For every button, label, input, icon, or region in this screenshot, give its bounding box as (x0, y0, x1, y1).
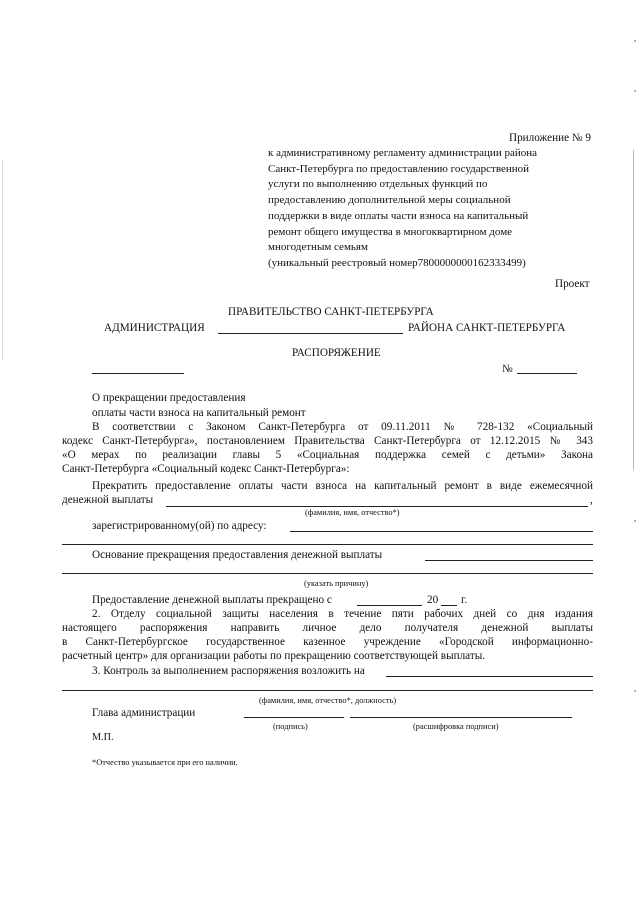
preamble-line: «О мерах по реализации главы 5 «Социальная поддержка семей с детьми» Закона (62, 449, 593, 461)
hint-name: (фамилия, имя, отчество*) (305, 508, 400, 517)
scan-speck (634, 40, 636, 42)
government-title: ПРАВИТЕЛЬСТВО САНКТ-ПЕТЕРБУРГА (228, 306, 434, 318)
hint-reason: (указать причину) (304, 579, 369, 588)
administration-prefix: АДМИНИСТРАЦИЯ (104, 322, 205, 334)
responsible-blank-2[interactable] (62, 690, 593, 691)
item2-line: настоящего распоряжения направить личное дело получателя денежной выплаты (62, 622, 593, 634)
annex-line: (уникальный реестровый номер7800000000162333499) (268, 256, 526, 269)
item2-line: в Санкт-Петербургское государственное казенное учреждение «Городской информационно- (62, 636, 593, 648)
stopped-suffix: г. (461, 594, 468, 606)
number-sign: № (502, 363, 513, 375)
item1-comma: , (590, 494, 593, 506)
annex-title: Приложение № 9 (509, 132, 591, 144)
item2-line: расчетный центр» для организации работы по прекращению соответствующей выплаты. (62, 650, 486, 662)
address-blank-2[interactable] (62, 544, 593, 545)
signature-blank[interactable] (244, 717, 344, 718)
seal-label: М.П. (92, 732, 114, 743)
responsible-blank[interactable] (386, 676, 593, 677)
annex-line: предоставлению дополнительной меры социальной (268, 194, 511, 207)
preamble-line: Санкт-Петербурга «Социальный кодекс Санкт-Петербурга»: (62, 463, 350, 475)
annex-line: ремонт общего имущества в многоквартирном доме (268, 225, 513, 238)
item1-line: Прекратить предоставление оплаты части взноса на капитальный ремонт в виде ежемесячной (92, 480, 593, 492)
stopped-year-blank[interactable] (441, 605, 457, 606)
address-blank[interactable] (290, 531, 593, 532)
annex-line: Санкт-Петербурга по предоставлению государственной (268, 162, 530, 175)
document-type: РАСПОРЯЖЕНИЕ (292, 347, 381, 359)
stopped-date-blank[interactable] (357, 605, 422, 606)
scan-speck (634, 690, 636, 692)
hint-decoding: (расшифровка подписи) (413, 722, 499, 731)
item1-line: денежной выплаты (62, 494, 154, 506)
annex-line: услуги по выполнению отдельных функций по (268, 178, 488, 191)
scan-edge-left (2, 160, 3, 360)
scan-speck (634, 520, 636, 522)
basis-blank[interactable] (425, 560, 593, 561)
scan-edge-right (633, 150, 634, 470)
stopped-year: 20 (427, 594, 439, 606)
decoding-blank[interactable] (350, 717, 572, 718)
subject-line: О прекращении предоставления (92, 392, 246, 404)
item2-line: 2. Отделу социальной защиты населения в течение пяти рабочих дней со дня издания (92, 608, 593, 620)
footnote: *Отчество указывается при его наличии. (92, 758, 238, 767)
head-label: Глава администрации (92, 707, 196, 719)
date-blank[interactable] (92, 373, 184, 374)
draft-label: Проект (555, 278, 590, 290)
subject-line: оплаты части взноса на капитальный ремонт (92, 407, 306, 419)
address-label: зарегистрированному(ой) по адресу: (92, 520, 267, 532)
basis-blank-2[interactable] (62, 573, 593, 574)
annex-line: многодетным семьям (268, 241, 368, 254)
annex-line: к административному регламенту администрации района (268, 147, 537, 159)
stopped-prefix: Предоставление денежной выплаты прекращено с (92, 594, 332, 606)
district-name-blank[interactable] (218, 333, 403, 334)
preamble-line: кодекс Санкт-Петербурга», постановлением Правительства Санкт-Петербурга от 12.12.2015 № 343 (62, 435, 593, 447)
hint-signature: (подпись) (273, 722, 308, 731)
hint-name-position: (фамилия, имя, отчество*, должность) (259, 696, 397, 705)
administration-suffix: РАЙОНА САНКТ-ПЕТЕРБУРГА (408, 322, 566, 334)
annex-text (268, 146, 598, 272)
basis-label: Основание прекращения предоставления денежной выплаты (92, 549, 383, 561)
scan-speck (634, 90, 636, 92)
item3-line: 3. Контроль за выполнением распоряжения возложить на (92, 665, 365, 677)
annex-line: поддержки в виде оплаты части взноса на капитальный (268, 209, 529, 222)
preamble-line: В соответствии с Законом Санкт-Петербурга от 09.11.2011 № 728-132 «Социальный (92, 421, 593, 433)
number-blank[interactable] (517, 373, 577, 374)
